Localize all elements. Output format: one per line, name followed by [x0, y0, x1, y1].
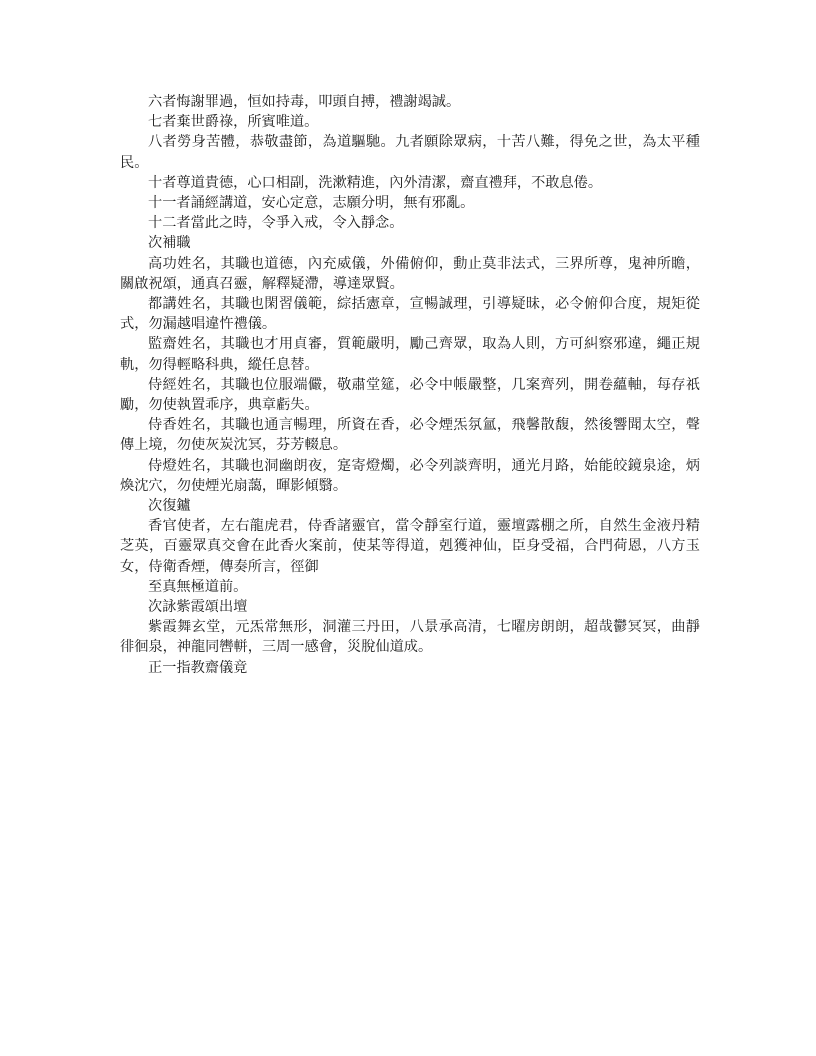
- paragraph-jianzhai: 監齋姓名，其職也才用貞審，質範嚴明，勵己齊眾，取為人則，方可糾察邪違，繩正規軌，勿得輕略科典，縱任息替。: [120, 336, 700, 373]
- paragraph-vow-seven: 七者棄世爵祿，所賓唯道。: [148, 114, 319, 131]
- paragraph-shixiang: 侍香姓名，其職也通言暢理，所資在香，必令煙炁氛氳，飛馨散馥，然後響聞太空，聲傳上境，勿使灰炭沈冥，芬芳輟息。: [120, 417, 700, 454]
- paragraph-vow-six: 六者悔謝罪過，恒如持毒，叩頭自搏，禮謝竭誠。: [148, 94, 461, 110]
- paragraph-vow-ten: 十者尊道貴德，心口相副，洗漱精進，內外清潔，齋直禮拜，不敢息倦。: [148, 174, 603, 191]
- paragraph-vow-twelve: 十二者當此之時，令爭入戒，令入靜念。: [148, 215, 404, 232]
- section-heading-appoint-offices: 次補職: [148, 235, 191, 252]
- paragraph-dujiang: 都講姓名，其職也閑習儀範，綜括憲章，宣暢誠理，引導疑昧，必令俯仰合度，規矩從式，勿漏越唱違忤禮儀。: [120, 296, 700, 333]
- paragraph-purple-mist-verse: 紫霞舞玄堂，元炁常無形，洞灌三丹田，八景承高清，七曜房朗朗，超哉鬱冥冥，曲靜徘徊泉，神龍同轡軿，三周一感會，災脫仙道成。: [120, 619, 700, 656]
- paragraph-vow-eleven: 十一者誦經講道，安心定意，志願分明，無有邪亂。: [148, 195, 475, 212]
- section-heading-purple-mist-hymn: 次詠紫霞頌出壇: [148, 599, 248, 616]
- closing-line: 正一指教齋儀竟: [148, 659, 248, 676]
- paragraph-gaogong: 高功姓名，其職也道德，內充威儀，外備俯仰，動止莫非法式，三界所尊，鬼神所瞻，關啟祝頌，通真召靈，解釋疑滯，導達眾賢。: [120, 255, 700, 292]
- paragraph-vow-eight-nine: 八者勞身苦體，恭敬盡節，為道驅馳。九者願除眾病，十苦八難，得免之世，為太平種民。: [120, 134, 700, 171]
- document-body: [120, 92, 700, 678]
- paragraph-shijing: 侍經姓名，其職也位服端儼，敬肅堂筵，必令中帳嚴整，几案齊列，開卷蘊軸，每存祇勵，勿使執置乖序，典章虧失。: [120, 376, 700, 414]
- section-heading-restore-censer: 次復鑪: [148, 498, 191, 515]
- paragraph-supreme-dao: 至真無極道前。: [148, 578, 248, 595]
- paragraph-incense-officials: 香官使者，左右龍虎君，侍香諸靈官，當令靜室行道，靈壇露棚之所，自然生金液丹精芝英，百靈眾真交會在此香火案前，使某等得道，剋獲神仙，臣身受福，合門荷恩，八方玉女，侍衛香煙，傳奏所言，徑御: [120, 518, 700, 575]
- paragraph-shideng: 侍燈姓名，其職也洞幽朗夜，寔寄燈燭，必令列談齊明，通光月路，始能皎鏡泉途，炳煥沈穴，勿使煙光扇藹，暉影傾翳。: [120, 457, 700, 494]
